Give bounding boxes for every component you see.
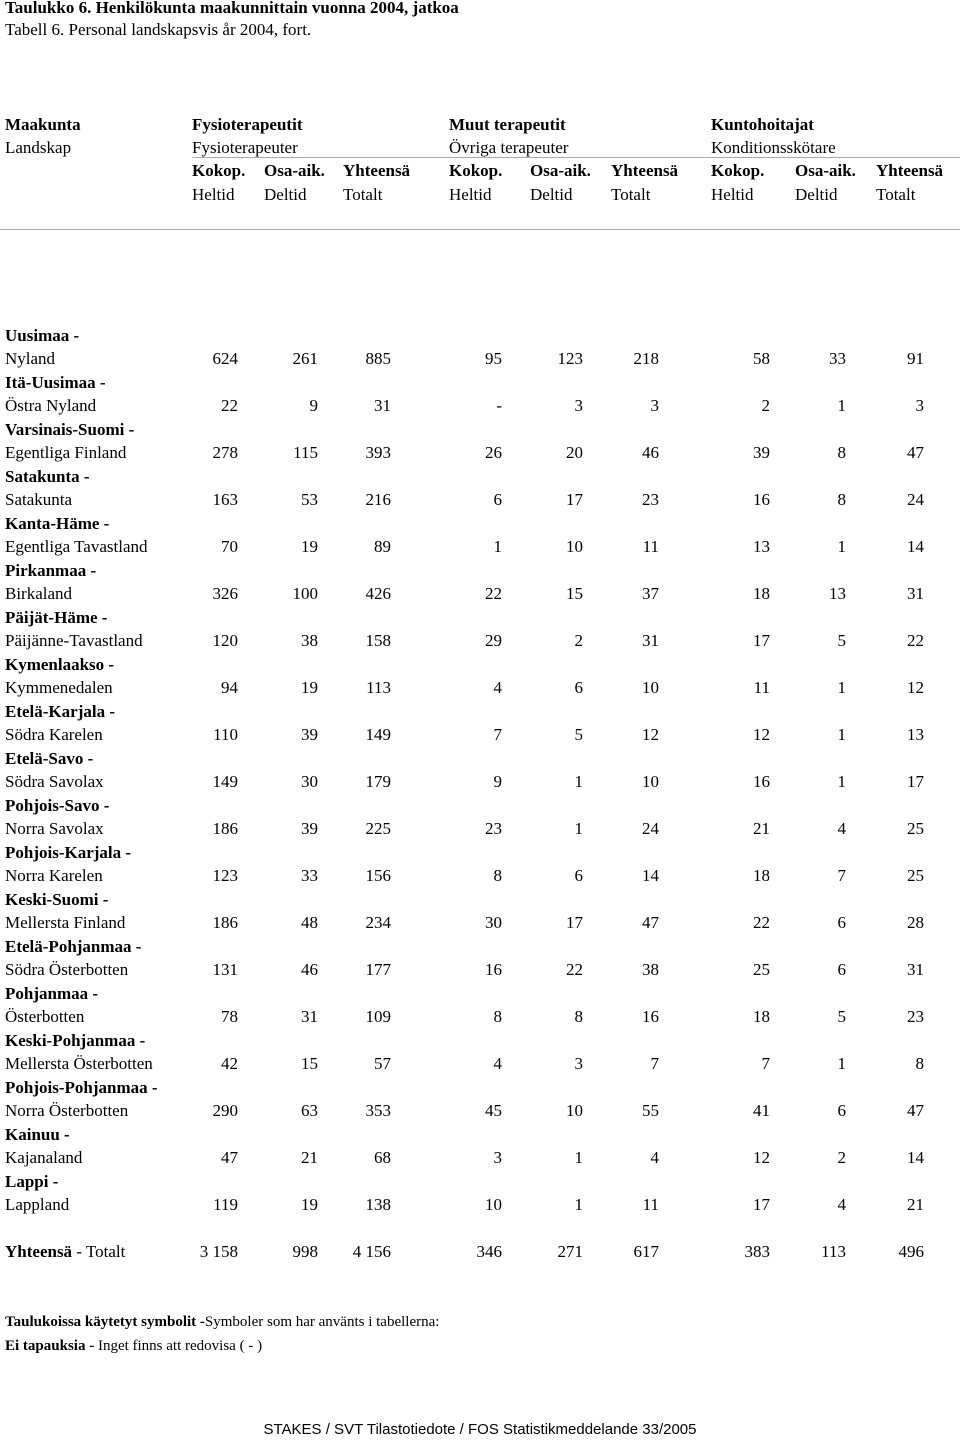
table-cell: 12 xyxy=(753,725,770,744)
table-cell: 23 xyxy=(642,490,659,509)
column-header-sv: Totalt xyxy=(876,185,916,204)
table-cell: 158 xyxy=(365,631,391,650)
notes-symbols-sv: Symboler som har använts i tabellerna: xyxy=(204,1314,440,1330)
table-cell: 1 xyxy=(837,678,846,697)
table-cell: 1 xyxy=(574,772,583,791)
table-cell: 38 xyxy=(642,960,659,979)
table-cell: 8 xyxy=(915,1054,924,1073)
table-cell: 4 xyxy=(493,1054,502,1073)
table-cell: 13 xyxy=(907,725,924,744)
table-cell: 10 xyxy=(566,1101,583,1120)
notes-none-fi: Ei tapauksia - xyxy=(5,1338,95,1354)
table-cell: 149 xyxy=(212,772,238,791)
table-cell: 94 xyxy=(221,678,238,697)
table-cell: 3 xyxy=(574,1054,583,1073)
group-underline xyxy=(192,157,960,158)
table-cell: 3 xyxy=(574,396,583,415)
row-region-sv: Södra Savolax xyxy=(5,772,104,791)
table-cell: 6 xyxy=(837,913,846,932)
row-region-fi: Keski-Pohjanmaa - xyxy=(5,1031,146,1050)
table-cell: 3 xyxy=(650,396,659,415)
table-cell: 23 xyxy=(907,1007,924,1026)
table-cell: 218 xyxy=(633,349,659,368)
table-cell: 39 xyxy=(753,443,770,462)
row-region-fi: Uusimaa - xyxy=(5,326,80,345)
table-cell: 22 xyxy=(907,631,924,650)
table-cell: 1 xyxy=(837,725,846,744)
table-cell: 19 xyxy=(301,1195,318,1214)
table-cell: 11 xyxy=(642,1195,659,1214)
table-cell: 21 xyxy=(907,1195,924,1214)
row-region-sv: Östra Nyland xyxy=(5,396,97,415)
table-cell: 68 xyxy=(374,1148,391,1167)
column-header-fi: Kokop. xyxy=(449,161,503,180)
table-cell: 6 xyxy=(837,960,846,979)
table-cell: 63 xyxy=(301,1101,318,1120)
table-cell: 42 xyxy=(221,1054,238,1073)
column-header-fi: Kokop. xyxy=(192,161,246,180)
table-cell: 45 xyxy=(485,1101,502,1120)
table-cell: 8 xyxy=(493,1007,502,1026)
table-cell: 353 xyxy=(365,1101,391,1120)
table-cell: 17 xyxy=(753,1195,770,1214)
table-cell: 12 xyxy=(642,725,659,744)
table-cell: 10 xyxy=(566,537,583,556)
column-header-fi: Yhteensä xyxy=(876,161,944,180)
table-cell: 25 xyxy=(753,960,770,979)
table-cell: 1 xyxy=(837,537,846,556)
header-group-1-fi: Fysioterapeutit xyxy=(192,115,303,134)
row-region-sv: Egentliga Finland xyxy=(5,443,127,462)
column-header-sv: Heltid xyxy=(711,185,754,204)
table-cell: 9 xyxy=(309,396,318,415)
table-cell: 19 xyxy=(301,678,318,697)
column-header-fi: Kokop. xyxy=(711,161,765,180)
table-cell: 47 xyxy=(221,1148,238,1167)
table-cell: 12 xyxy=(753,1148,770,1167)
table-cell: 12 xyxy=(907,678,924,697)
table-cell: 21 xyxy=(753,819,770,838)
row-region-fi: Etelä-Pohjanmaa - xyxy=(5,937,142,956)
total-label-sv: - Totalt xyxy=(72,1242,126,1261)
row-region-fi: Itä-Uusimaa - xyxy=(5,373,106,392)
table-cell: 113 xyxy=(366,678,391,697)
table-cell: 22 xyxy=(221,396,238,415)
table-cell: 22 xyxy=(753,913,770,932)
table-cell: 13 xyxy=(829,584,846,603)
column-header-sv: Totalt xyxy=(343,185,383,204)
row-region-sv: Kymmenedalen xyxy=(5,678,113,697)
table-cell: 31 xyxy=(642,631,659,650)
table-cell: 8 xyxy=(837,443,846,462)
row-region-fi: Pohjanmaa - xyxy=(5,984,99,1003)
table-cell: 393 xyxy=(365,443,391,462)
table-cell: 17 xyxy=(566,913,583,932)
column-header-fi: Yhteensä xyxy=(611,161,679,180)
row-region-fi: Pohjois-Pohjanmaa - xyxy=(5,1078,158,1097)
table-cell: 17 xyxy=(753,631,770,650)
header-region-fi: Maakunta xyxy=(5,115,81,134)
table-cell: - xyxy=(496,396,502,415)
table-cell: 1 xyxy=(574,1148,583,1167)
table-cell: 13 xyxy=(753,537,770,556)
row-region-fi: Pohjois-Savo - xyxy=(5,796,110,815)
column-header-sv: Deltid xyxy=(264,185,307,204)
row-region-sv: Egentliga Tavastland xyxy=(5,537,148,556)
table-cell: 57 xyxy=(374,1054,391,1073)
table-cell: 24 xyxy=(907,490,924,509)
table-cell: 1 xyxy=(837,1054,846,1073)
table-cell: 186 xyxy=(212,819,238,838)
table-cell: 41 xyxy=(753,1101,770,1120)
table-cell: 271 xyxy=(557,1242,583,1261)
table-cell: 5 xyxy=(837,1007,846,1026)
table-cell: 70 xyxy=(221,537,238,556)
table-cell: 22 xyxy=(566,960,583,979)
table-cell: 290 xyxy=(212,1101,238,1120)
row-region-fi: Pirkanmaa - xyxy=(5,561,97,580)
header-divider xyxy=(0,229,960,230)
table-cell: 100 xyxy=(292,584,318,603)
row-region-fi: Etelä-Savo - xyxy=(5,749,94,768)
table-cell: 91 xyxy=(907,349,924,368)
row-region-fi: Kanta-Häme - xyxy=(5,514,110,533)
table-cell: 31 xyxy=(301,1007,318,1026)
table-cell: 18 xyxy=(753,866,770,885)
total-label-fi: Yhteensä xyxy=(5,1242,73,1261)
table-cell: 16 xyxy=(642,1007,659,1026)
table-cell: 1 xyxy=(493,537,502,556)
table-cell: 1 xyxy=(574,1195,583,1214)
row-region-fi: Lappi - xyxy=(5,1172,59,1191)
table-cell: 4 xyxy=(837,1195,846,1214)
table-cell: 1 xyxy=(574,819,583,838)
notes-symbols-fi: Taulukoissa käytetyt symbolit - xyxy=(5,1314,205,1330)
table-cell: 29 xyxy=(485,631,502,650)
table-cell: 138 xyxy=(365,1195,391,1214)
column-header-sv: Deltid xyxy=(795,185,838,204)
row-region-sv: Nyland xyxy=(5,349,56,368)
table-cell: 21 xyxy=(301,1148,318,1167)
row-region-sv: Mellersta Österbotten xyxy=(5,1054,153,1073)
row-region-sv: Södra Karelen xyxy=(5,725,103,744)
table-cell: 2 xyxy=(574,631,583,650)
row-region-sv: Kajanaland xyxy=(5,1148,83,1167)
table-cell: 47 xyxy=(907,1101,924,1120)
table-cell: 4 xyxy=(837,819,846,838)
row-region-sv: Lappland xyxy=(5,1195,70,1214)
table-cell: 4 xyxy=(650,1148,659,1167)
table-cell: 109 xyxy=(365,1007,391,1026)
table-cell: 177 xyxy=(365,960,391,979)
table-cell: 25 xyxy=(907,819,924,838)
table-cell: 9 xyxy=(493,772,502,791)
table-cell: 6 xyxy=(493,490,502,509)
table-cell: 95 xyxy=(485,349,502,368)
row-region-sv: Österbotten xyxy=(5,1007,85,1026)
table-cell: 33 xyxy=(301,866,318,885)
row-region-fi: Kymenlaakso - xyxy=(5,655,115,674)
table-cell: 7 xyxy=(493,725,502,744)
row-region-fi: Keski-Suomi - xyxy=(5,890,109,909)
table-cell: 10 xyxy=(642,678,659,697)
table-cell: 15 xyxy=(301,1054,318,1073)
table-cell: 426 xyxy=(365,584,391,603)
row-region-sv: Södra Österbotten xyxy=(5,960,129,979)
table-cell: 19 xyxy=(301,537,318,556)
header-group-1-sv: Fysioterapeuter xyxy=(192,138,298,157)
table-cell: 156 xyxy=(365,866,391,885)
table-cell: 39 xyxy=(301,819,318,838)
table-cell: 131 xyxy=(212,960,238,979)
table-cell: 110 xyxy=(213,725,238,744)
table-cell: 5 xyxy=(837,631,846,650)
table-cell: 20 xyxy=(566,443,583,462)
row-region-fi: Pohjois-Karjala - xyxy=(5,843,132,862)
row-region-sv: Norra Savolax xyxy=(5,819,104,838)
table-cell: 6 xyxy=(574,866,583,885)
table-cell: 8 xyxy=(837,490,846,509)
table-cell: 261 xyxy=(292,349,318,368)
notes-none xyxy=(5,1336,262,1356)
table-cell: 5 xyxy=(574,725,583,744)
table-cell: 278 xyxy=(212,443,238,462)
table-cell: 46 xyxy=(301,960,318,979)
table-cell: 123 xyxy=(212,866,238,885)
table-cell: 113 xyxy=(821,1242,846,1261)
table-cell: 25 xyxy=(907,866,924,885)
table-cell: 998 xyxy=(292,1242,318,1261)
row-region-fi: Kainuu - xyxy=(5,1125,70,1144)
table-cell: 47 xyxy=(642,913,659,932)
table-cell: 30 xyxy=(485,913,502,932)
table-cell: 14 xyxy=(907,537,924,556)
table-title-sv: Tabell 6. Personal landskapsvis år 2004, fort. xyxy=(5,20,312,39)
table-cell: 26 xyxy=(485,443,502,462)
table-cell: 14 xyxy=(907,1148,924,1167)
table-cell: 46 xyxy=(642,443,659,462)
column-header-sv: Totalt xyxy=(611,185,651,204)
table-cell: 2 xyxy=(761,396,770,415)
table-cell: 28 xyxy=(907,913,924,932)
table-cell: 30 xyxy=(301,772,318,791)
table-cell: 17 xyxy=(566,490,583,509)
table-cell: 48 xyxy=(301,913,318,932)
column-header-sv: Heltid xyxy=(449,185,492,204)
table-cell: 179 xyxy=(365,772,391,791)
row-region-sv: Birkaland xyxy=(5,584,73,603)
table-cell: 37 xyxy=(642,584,659,603)
notes-none-sv: Inget finns att redovisa ( - ) xyxy=(94,1338,263,1354)
header-group-3-fi: Kuntohoitajat xyxy=(711,115,814,134)
table-cell: 383 xyxy=(744,1242,770,1261)
column-header-fi: Osa-aik. xyxy=(795,161,856,180)
notes-symbols xyxy=(5,1312,439,1332)
table-cell: 1 xyxy=(837,772,846,791)
table-cell: 53 xyxy=(301,490,318,509)
table-cell: 55 xyxy=(642,1101,659,1120)
table-cell: 17 xyxy=(907,772,924,791)
table-cell: 617 xyxy=(633,1242,659,1261)
table-cell: 2 xyxy=(837,1148,846,1167)
table-cell: 4 156 xyxy=(352,1242,391,1261)
table-cell: 7 xyxy=(650,1054,659,1073)
table-cell: 8 xyxy=(574,1007,583,1026)
header-group-2-fi: Muut terapeutit xyxy=(449,115,566,134)
header-region-sv: Landskap xyxy=(5,138,72,157)
table-cell: 3 xyxy=(493,1148,502,1167)
table-cell: 78 xyxy=(221,1007,238,1026)
table-cell: 346 xyxy=(476,1242,502,1261)
table-cell: 16 xyxy=(753,772,770,791)
table-cell: 163 xyxy=(212,490,238,509)
table-cell: 149 xyxy=(365,725,391,744)
table-cell: 3 158 xyxy=(199,1242,238,1261)
table-cell: 18 xyxy=(753,1007,770,1026)
table-cell: 16 xyxy=(485,960,502,979)
table-cell: 186 xyxy=(212,913,238,932)
row-region-sv: Mellersta Finland xyxy=(5,913,126,932)
row-region-fi: Etelä-Karjala - xyxy=(5,702,115,721)
row-region-fi: Satakunta - xyxy=(5,467,90,486)
row-region-sv: Norra Österbotten xyxy=(5,1101,129,1120)
table-cell: 216 xyxy=(365,490,391,509)
column-header-sv: Heltid xyxy=(192,185,235,204)
table-cell: 6 xyxy=(837,1101,846,1120)
row-region-sv: Satakunta xyxy=(5,490,73,509)
table-cell: 119 xyxy=(213,1195,238,1214)
table-cell: 38 xyxy=(301,631,318,650)
table-cell: 7 xyxy=(837,866,846,885)
table-cell: 7 xyxy=(761,1054,770,1073)
table-cell: 1 xyxy=(837,396,846,415)
table-cell: 624 xyxy=(212,349,238,368)
column-header-fi: Osa-aik. xyxy=(530,161,591,180)
row-region-fi: Varsinais-Suomi - xyxy=(5,420,135,439)
table-cell: 23 xyxy=(485,819,502,838)
table-cell: 115 xyxy=(293,443,318,462)
table-title-fi: Taulukko 6. Henkilökunta maakunnittain vuonna 2004, jatkoa xyxy=(5,0,459,17)
table-cell: 4 xyxy=(493,678,502,697)
table-cell: 39 xyxy=(301,725,318,744)
table-cell: 14 xyxy=(642,866,659,885)
row-region-fi: Päijät-Häme - xyxy=(5,608,108,627)
table-cell: 326 xyxy=(212,584,238,603)
row-region-sv: Päijänne-Tavastland xyxy=(5,631,143,650)
table-cell: 11 xyxy=(753,678,770,697)
column-header-fi: Osa-aik. xyxy=(264,161,325,180)
table-cell: 123 xyxy=(557,349,583,368)
table-cell: 31 xyxy=(374,396,391,415)
table-cell: 8 xyxy=(493,866,502,885)
table-cell: 885 xyxy=(365,349,391,368)
page-footer: STAKES / SVT Tilastotiedote / FOS Statistikmeddelande 33/2005 xyxy=(263,1421,697,1438)
table-cell: 22 xyxy=(485,584,502,603)
table-cell: 47 xyxy=(907,443,924,462)
row-region-sv: Norra Karelen xyxy=(5,866,103,885)
table-cell: 15 xyxy=(566,584,583,603)
table-cell: 89 xyxy=(374,537,391,556)
table-cell: 11 xyxy=(642,537,659,556)
table-cell: 234 xyxy=(365,913,391,932)
header-group-2-sv: Övriga terapeuter xyxy=(449,138,569,157)
table-cell: 6 xyxy=(574,678,583,697)
table-cell: 58 xyxy=(753,349,770,368)
column-header-sv: Deltid xyxy=(530,185,573,204)
table-cell: 3 xyxy=(915,396,924,415)
table-cell: 225 xyxy=(365,819,391,838)
table-cell: 18 xyxy=(753,584,770,603)
table-cell: 10 xyxy=(485,1195,502,1214)
table-cell: 16 xyxy=(753,490,770,509)
header-group-3-sv: Konditionsskötare xyxy=(711,138,836,157)
table-cell: 120 xyxy=(212,631,238,650)
table-cell: 33 xyxy=(829,349,846,368)
table-cell: 10 xyxy=(642,772,659,791)
table-cell: 31 xyxy=(907,584,924,603)
table-cell: 31 xyxy=(907,960,924,979)
total-label xyxy=(5,1242,125,1262)
table-cell: 496 xyxy=(898,1242,924,1261)
table-cell: 24 xyxy=(642,819,659,838)
column-header-fi: Yhteensä xyxy=(343,161,411,180)
